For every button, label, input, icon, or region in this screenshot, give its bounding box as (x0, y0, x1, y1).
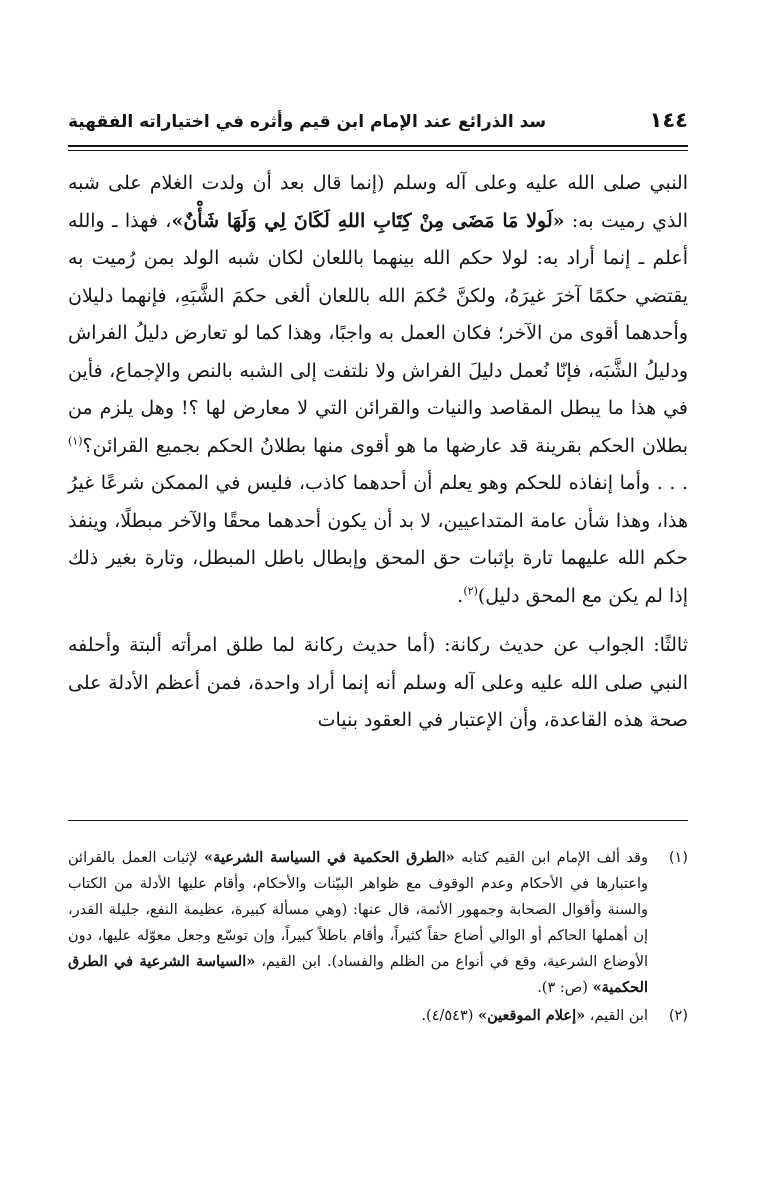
footnote-1-text-c: لإثبات العمل بالقرائن واعتبارها في الأحكام وعدم الوقوف مع ظواهر البيّنات والأحكام، وأقام عليها الأدلة من الكتاب والسنة وأقوال الصحابة وجمهور الأئمة، قال عنها: (وهي مسألة كبيرة، عظيمة النفع، جليلة القدر، إن أهملها الحاكم أو الوالي أضاع حقاً كثيراً، وأقام باطلاً كبيراً، وإن توسّع وجعل معوّله عليها، دون الأوضاع الشرعية، وقع في أنواع من الظلم والفساد). ابن القيم، (68, 850, 648, 970)
paragraph-1-text-c: . . . وأما إنفاذه للحكم وهو يعلم أن أحدهما كاذب، فليس في الممكن شرعًا غيرُ هذا، وهذا شأن عامة المتداعيين، لا بد أن يكون أحدهما محقًا والآخر مبطلًا، وينفذ حكم الله عليهما تارة بإثبات حق المحق وإبطال باطل المبطل، وتارة بغير ذلك إذا لم يكن مع المحق دليل) (68, 472, 688, 607)
footnote-1 (68, 845, 688, 1001)
footnote-ref-2[interactable]: (٢) (463, 584, 478, 598)
book-title-siyasa: «السياسة الشرعية في الطرق الحكمية» (68, 953, 648, 996)
page-number: ١٤٤ (649, 108, 688, 132)
page-header (68, 108, 688, 138)
footnote-2-text-c: (٤/٥٤٣). (421, 1008, 479, 1024)
footnotes (68, 845, 688, 1031)
paragraph-1-end: . (457, 584, 464, 607)
footnote-2-text-a: ابن القيم، (585, 1008, 648, 1024)
running-title: سد الذرائع عند الإمام ابن قيم وأثره في اختياراته الفقهية (68, 112, 547, 132)
footnote-separator (68, 820, 688, 821)
footnote-1-text (68, 845, 648, 1001)
footnote-1-text-a: وقد ألف الإمام ابن القيم كتابه (454, 850, 648, 866)
book-title-turuq: «الطرق الحكمية في السياسة الشرعية» (204, 849, 455, 866)
book-title-ilam: «إعلام الموقعين» (478, 1007, 586, 1024)
footnote-2 (68, 1003, 688, 1029)
hadith-quote: «لَولا مَا مَضَى مِنْ كِتَابِ اللهِ لَكَانَ لِي وَلَهَا شَأْنٌ» (171, 209, 565, 232)
paragraph-2: ثالثًا: الجواب عن حديث ركانة: (أما حديث ركانة لما طلق امرأته ألبتة وأحلفه النبي صلى الله عليه وعلى آله وسلم أنه إنما أراد واحدة، فمن أعظم الأدلة على صحة هذه القاعدة، وأن الإعتبار في العقود بنيات (68, 634, 688, 731)
footnote-2-text (68, 1003, 648, 1029)
header-rule-thin (68, 150, 688, 151)
footnote-ref-1[interactable]: (١) (68, 434, 83, 448)
footnote-1-text-e: (ص: ٣). (537, 980, 593, 996)
paragraph-1-text-a: النبي صلى الله عليه وعلى آله وسلم (إنما قال بعد أن ولدت الغلام على شبه الذي رميت به: (68, 172, 688, 232)
paragraph-1-text-b: ، فهذا ـ والله أعلم ـ إنما أراد به: لولا حكم الله بينهما باللعان لكان شبه الولد بمن رُميت به يقتضي حكمًا آخرَ غيرَهُ، ولكنَّ حُكمَ الله باللعان ألغى حكمَ الشَّبَهِ، فإنهما دليلان وأحدهما أقوى من الآخر؛ فكان العمل به واجبًا، وهذا كما لو تعارض دليلُ الفراش ودليلُ الشَّبَه، فإنّا نُعمل دليلَ الفراش ولا نلتفت إلى الشبه بالنص والإجماع، فأين في هذا ما يبطل المقاصد والنيات والقرائن التي لا معارض لها ؟! وهل يلزم من بطلان الحكم بقرينة قد عارضها ما هو أقوى منها بطلانُ الحكم بجميع القرائن؟ (68, 209, 688, 457)
footnote-1-number: (١) (668, 850, 688, 866)
paragraph-1 (68, 165, 688, 615)
main-text (68, 165, 688, 740)
header-rule-thick (68, 145, 688, 147)
footnote-2-number: (٢) (668, 1008, 688, 1024)
